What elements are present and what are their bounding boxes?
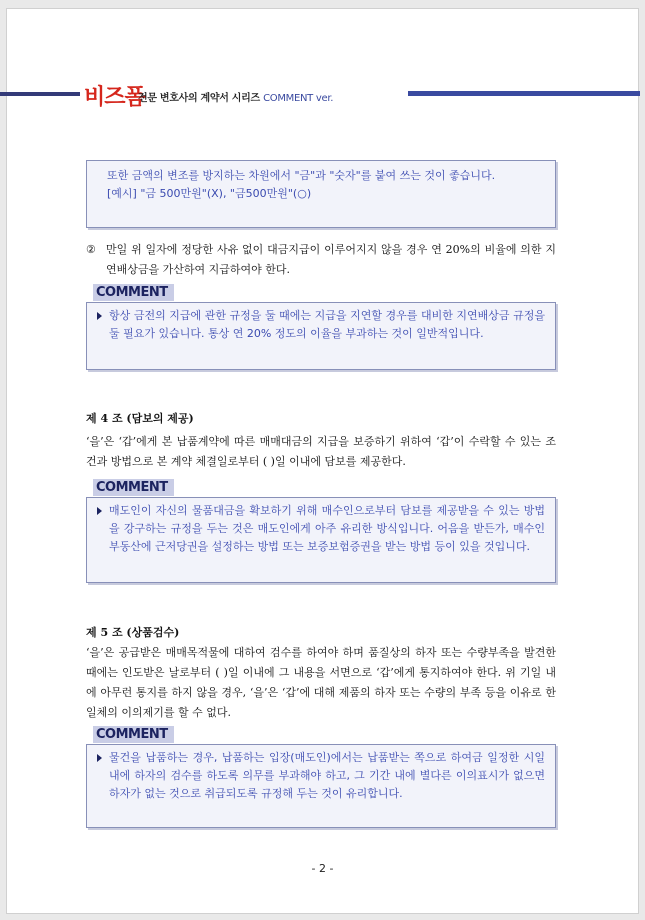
triangle-bullet-icon: [97, 312, 102, 320]
series-title: [138, 89, 333, 104]
article-5-title: 제 5 조 (상품검수): [86, 626, 180, 639]
comment-label-text: COMMENT: [96, 480, 168, 495]
page-number: - 2 -: [311, 862, 334, 875]
comment-label: [93, 284, 174, 301]
header-rule-left: [0, 92, 80, 96]
clause-2: [86, 240, 556, 280]
comment-box: [86, 744, 556, 828]
article-4-text: ‘을’은 ‘갑’에게 본 납품계약에 따른 매매대금의 지급을 보증하기 위하여 ‘갑’이 수락할 수 있는 조건과 방법으로 본 계약 체결일로부터 ( )일 이내에 담보를 제공한다.: [86, 435, 556, 468]
comment-box: [86, 302, 556, 370]
comment-label-text: COMMENT: [96, 285, 168, 300]
series-title-text: 전문 변호사의 계약서 시리즈: [138, 93, 260, 104]
comment-label: [93, 726, 174, 743]
clause-2-marker: ②: [86, 243, 96, 256]
comment-label: [93, 479, 174, 496]
comment-text: 물건을 납품하는 경우, 납품하는 입장(매도인)에서는 납품받는 쪽으로 하여금 일정한 시일 내에 하자의 검수를 하도록 의무를 부과해야 하고, 그 기간 내에 별다른 이의표시가 없으면 하자가 없는 것으로 취급되도록 규정해 두는 것이 유리합니다.: [109, 751, 545, 800]
note-example: [예시] "금 500만원"(X), "금500만원"(○): [107, 187, 312, 200]
clause-2-text: 만일 위 일자에 정당한 사유 없이 대금지급이 이루어지지 않을 경우 연 20%의 비율에 의한 지연배상금을 가산하여 지급하여야 한다.: [106, 243, 556, 276]
comment-text: 항상 금전의 지급에 관한 규정을 둘 때에는 지급을 지연할 경우를 대비한 지연배상금 규정을 둘 필요가 있습니다. 통상 연 20% 정도의 이율을 부과하는 것이 일반적입니다.: [109, 309, 545, 340]
series-version: COMMENT ver.: [263, 93, 334, 104]
comment-text: 매도인이 자신의 물품대금을 확보하기 위해 매수인으로부터 담보를 제공받을 수 있는 방법을 강구하는 규정을 두는 것은 매도인에게 아주 유리한 방식입니다. 어음을 받든가, 매수인 부동산에 근저당권을 설정하는 방법 또는 보증보험증권을 받는 방법 등이 있을 것입니다.: [109, 504, 545, 553]
comment-box: [86, 497, 556, 583]
comment-label-text: COMMENT: [96, 727, 168, 742]
article-5-text: ‘을’은 공급받은 매매목적물에 대하여 검수를 하여야 하며 품질상의 하자 또는 수량부족을 발견한 때에는 인도받은 날로부터 ( )일 이내에 그 내용을 서면으로 ‘갑’에게 통지하여야 한다. 위 기일 내에 아무런 통지를 하지 않을 경우, ‘을’은 ‘갑’에 대해 제품의 하자 또는 수량의 부족 등을 이유로 한 일체의 이의제기를 할 수 없다.: [86, 646, 556, 719]
note-text: 또한 금액의 변조를 방지하는 차원에서 "금"과 "숫자"를 붙여 쓰는 것이 좋습니다.: [107, 169, 496, 182]
article-4-title: 제 4 조 (담보의 제공): [86, 412, 194, 425]
triangle-bullet-icon: [97, 754, 102, 762]
triangle-bullet-icon: [97, 507, 102, 515]
note-box: [86, 160, 556, 228]
brand-logo: 비즈폼: [84, 85, 145, 110]
header-rule-right: [408, 91, 640, 96]
